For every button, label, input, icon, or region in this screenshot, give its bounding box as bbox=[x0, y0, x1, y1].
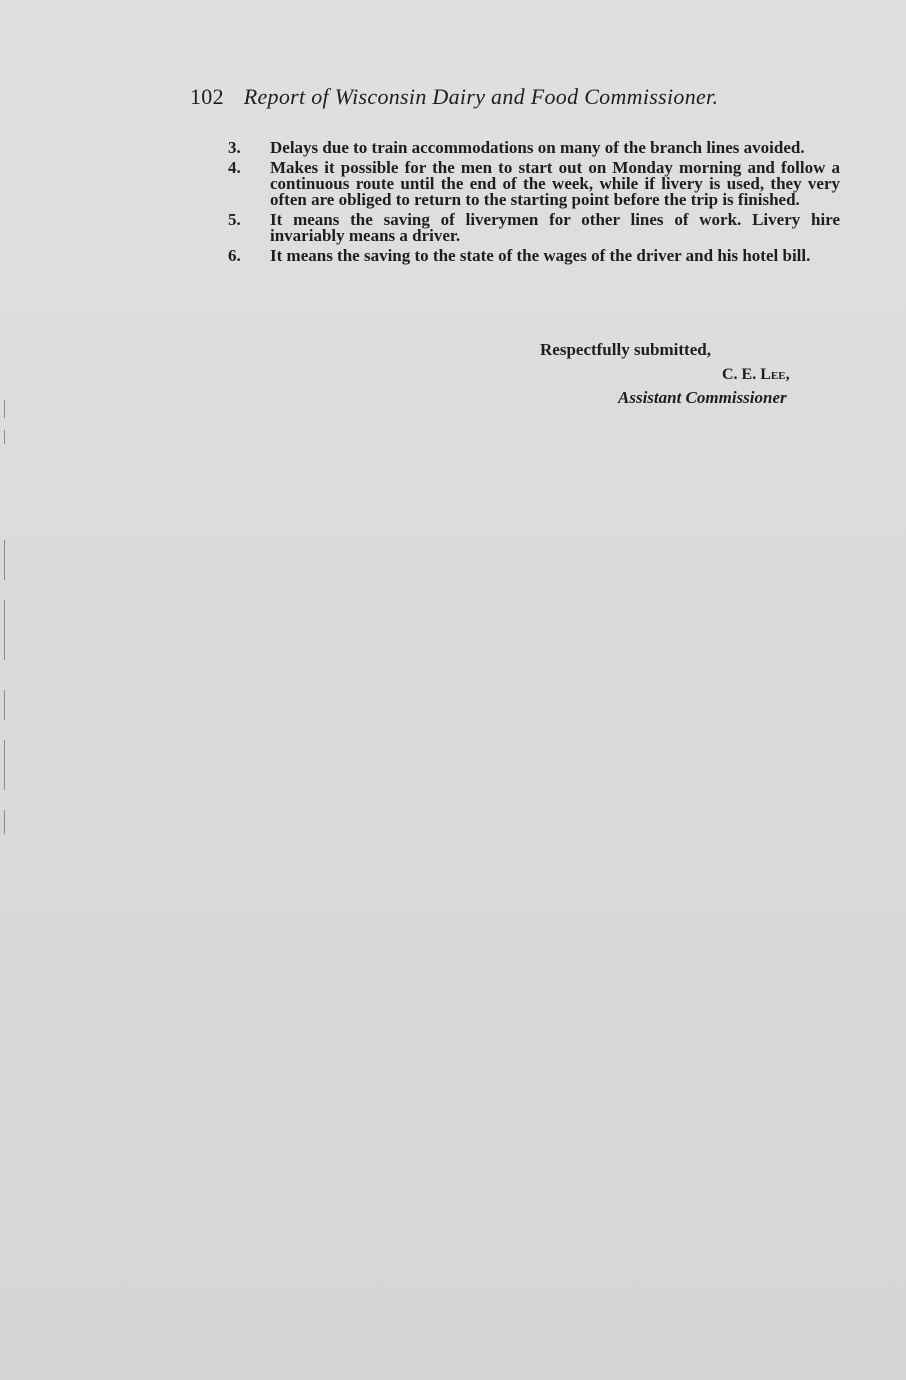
list-item-number: 6. bbox=[228, 246, 241, 265]
list-item-number: 4. bbox=[228, 158, 241, 177]
list-item-text: Delays due to train accommodations on many of the branch lines avoided. bbox=[270, 138, 805, 157]
running-header bbox=[190, 84, 790, 110]
closing-line: Respectfully submitted, bbox=[540, 340, 711, 359]
list-item bbox=[228, 212, 840, 244]
list-item-number: 3. bbox=[228, 138, 241, 157]
numbered-list bbox=[228, 140, 840, 268]
list-item-text: It means the saving to the state of the wages of the driver and his hotel bill. bbox=[270, 246, 811, 265]
signer-name: C. E. Lee, bbox=[722, 366, 790, 383]
running-title: Report of Wisconsin Dairy and Food Commissioner. bbox=[243, 84, 719, 109]
list-item bbox=[228, 248, 840, 264]
list-item-text: Makes it possible for the men to start out on Monday morning and follow a continuous route until the end of the week, while if livery is used, they very often are obliged to return to the starting point before the trip is finished. bbox=[270, 158, 840, 209]
list-item bbox=[228, 140, 840, 156]
list-item-text: It means the saving of liverymen for other lines of work. Livery hire invariably means a driver. bbox=[270, 210, 840, 245]
list-item bbox=[228, 160, 840, 208]
signer-title: Assistant Commissioner bbox=[618, 388, 787, 407]
page-number: 102 bbox=[190, 84, 224, 109]
list-item-number: 5. bbox=[228, 210, 241, 229]
binding-edge-marks bbox=[4, 400, 12, 860]
